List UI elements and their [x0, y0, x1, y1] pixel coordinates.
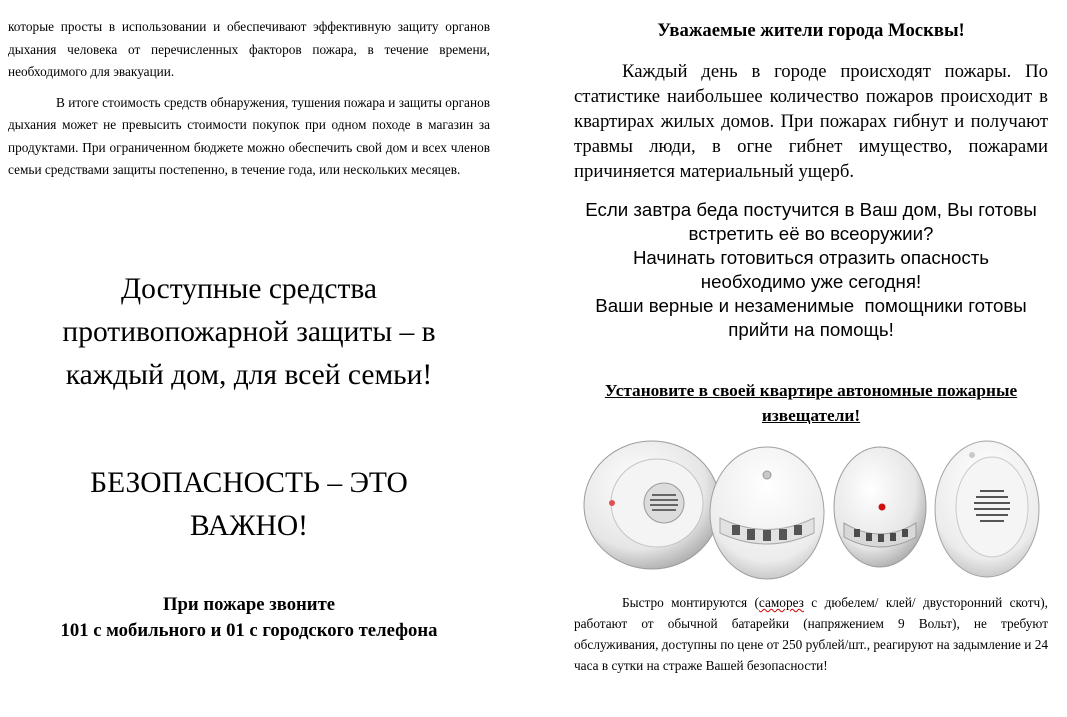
detector-4 — [935, 441, 1039, 577]
install-line-2: извещатели! — [761, 406, 861, 425]
detector-3 — [834, 447, 926, 567]
appeal-line-1: Если завтра беда постучится в Ваш дом, Вы готовы — [585, 199, 1037, 220]
safety-slogan — [8, 462, 490, 548]
desc-text-start: Быстро монтируются ( — [622, 595, 759, 610]
safety-line-1: БЕЗОПАСНОСТЬ – ЭТО — [90, 467, 408, 499]
appeal-line-2: встретить её во всеоружии? — [688, 223, 934, 244]
safety-line-2: ВАЖНО! — [190, 510, 308, 542]
appeal-line-6: прийти на помощь! — [728, 319, 894, 340]
spellcheck-flagged-word: саморез — [758, 595, 804, 610]
title-line-1: Доступные средства — [121, 273, 377, 305]
appeal-line-4: необходимо уже сегодня! — [700, 271, 922, 292]
intro-paragraph: Каждый день в городе происходят пожары. По статистике наибольшее количество пожаров происходит в квартирах жилых домов. При пожарах гибнут и получают травмы люди, в огне гибнет имущество, пожарами причиняется материальный ущерб. — [574, 61, 1048, 182]
left-paragraph-2: В итоге стоимость средств обнаружения, тушения пожара и защиты органов дыхания может не превысить стоимости покупок при одном походе в магазин за продуктами. При ограниченном бюджете можно обеспечить свой дом и всех членов семьи средствами защиты постепенно, в течение года, или нескольких месяцев. — [8, 94, 490, 177]
leaflet-title — [8, 268, 490, 397]
detector-2 — [710, 447, 824, 579]
left-column — [8, 0, 490, 182]
smoke-detectors-illustration — [582, 433, 1042, 581]
call-line-1: При пожаре звоните — [162, 594, 336, 615]
left-paragraph-1: которые просты в использовании и обеспечивают эффективную защиту органов дыхания человека от перечисленных факторов пожара, в течение времени, необходимого для эвакуации. — [8, 19, 490, 79]
call-line-2: 101 с мобильного и 01 с городского телефона — [60, 620, 438, 641]
smoke-detectors-photo — [582, 433, 1042, 581]
title-line-3: каждый дом, для всей семьи! — [65, 359, 433, 391]
install-call-to-action — [574, 378, 1048, 428]
emergency-call-info — [8, 592, 490, 644]
desc-text-end: с дюбелем/ клей/ двусторонний скотч), работают от обычной батарейки (напряжением 9 Вольт), не требуют обслуживания, доступны по цене от 250 рублей/шт., реагируют на задымление и 24 часа в сутки на страже Вашей безопасности! — [574, 595, 1048, 673]
appeal-line-5: Ваши верные и незаменимые помощники готовы — [595, 295, 1027, 316]
detector-1 — [584, 441, 720, 569]
appeal-line-3: Начинать готовиться отразить опасность — [632, 247, 990, 268]
detectors-description — [574, 592, 1048, 676]
appeal-text — [574, 198, 1048, 342]
greeting-heading: Уважаемые жители города Москвы! — [657, 20, 965, 41]
title-line-2: противопожарной защиты – в — [62, 316, 436, 348]
install-line-1: Установите в своей квартире автономные пожарные — [604, 381, 1018, 400]
